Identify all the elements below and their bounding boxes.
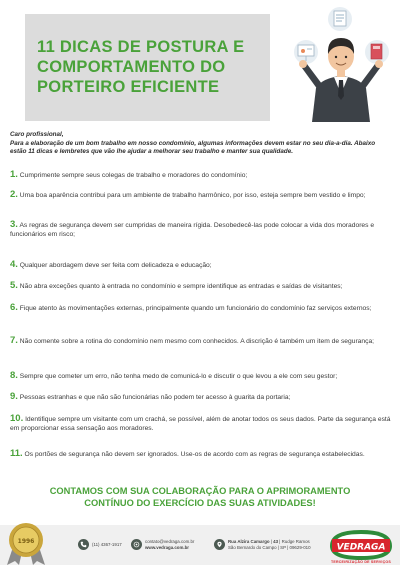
tip-number: 9.: [10, 391, 18, 402]
phone-icon: [78, 539, 89, 550]
tip-number: 2.: [10, 189, 18, 200]
tip-item: [10, 304, 392, 314]
title-line-3: PORTEIRO EFICIENTE: [37, 78, 220, 96]
tip-number: 5.: [10, 280, 18, 291]
tip-text: Não comente sobre a rotina do condomínio nem mesmo com conhecidos. A discrição é também um item de segurança;: [19, 338, 375, 345]
location-pin-icon: [214, 539, 225, 550]
footer: [0, 520, 400, 565]
book-icon: [365, 40, 389, 64]
title-line-2: COMPORTAMENTO DO: [37, 58, 226, 76]
tip-number: 6.: [10, 302, 18, 313]
tip-item: [10, 282, 392, 292]
tip-item: [10, 337, 392, 347]
at-sign-icon: [131, 539, 142, 550]
closing-line-1: CONTAMOS COM SUA COLABORAÇÃO PARA O APRIMORAMENTO: [49, 486, 351, 496]
tip-text: Os portões de segurança não devem ser ignorados. Use-os de acordo com as regras de segurança estabelecidas.: [24, 451, 365, 458]
tip-text: Qualquer abordagem deve ser feita com delicadeza e educação;: [19, 262, 212, 269]
address-street: Rua Alzira Camargo: [228, 539, 270, 545]
contact-phone: [78, 539, 122, 550]
address-number: 43: [273, 539, 279, 545]
tip-number: 7.: [10, 335, 18, 346]
closing-message: [20, 485, 380, 509]
tip-item: [10, 171, 392, 181]
contact-web: [131, 539, 194, 550]
logo-text: VEDRAGA: [336, 542, 386, 553]
closing-line-2: CONTÍNUO DO EXERCÍCIO DAS SUAS ATIVIDADES!: [84, 498, 316, 508]
address-state: SP: [280, 544, 286, 550]
tip-text: Não abra exceções quanto à entrada no condomínio e sempre identifique as entradas e saídas de visitantes;: [19, 283, 343, 290]
tip-item: [10, 393, 392, 403]
seal-year: 1996: [17, 538, 35, 545]
intro-greeting: Caro profissional,: [10, 131, 64, 138]
intro-text: [10, 131, 390, 157]
tip-item: [10, 415, 392, 433]
page-title: [37, 37, 267, 97]
logo-subtitle: TERCEIRIZAÇÃO DE SERVIÇOS: [330, 560, 392, 564]
tip-number: 3.: [10, 219, 18, 230]
document-icon: [328, 7, 352, 31]
vedraga-logo: [326, 526, 396, 564]
address-city: São Bernardo do Campo: [228, 544, 277, 550]
quality-seal-icon: [2, 520, 50, 565]
email-link[interactable]: contato@vedraga.com.br: [145, 539, 195, 545]
tip-item: [10, 372, 392, 382]
presentation-board-icon: [294, 40, 318, 64]
address-zip: 09629-010: [289, 544, 311, 550]
tip-item: [10, 221, 392, 239]
tip-text: Uma boa aparência contribui para um ambiente de trabalho harmônico, por isso, esteja sempre bem vestido e limpo;: [19, 192, 366, 199]
tip-item: [10, 261, 392, 271]
businessman-illustration: [282, 4, 400, 124]
tip-text: Fique atento às movimentações externas, principalmente quando um funcionário do condomínio faz serviços externos;: [19, 305, 372, 312]
tip-text: Pessoas estranhas e que não são funcionárias não podem ter acesso à guarita da portaria;: [19, 394, 291, 401]
tip-text: Cumprimente sempre seus colegas de trabalho e moradores do condomínio;: [19, 172, 248, 179]
tip-number: 4.: [10, 259, 18, 270]
tip-number: 1.: [10, 169, 18, 180]
address-neighborhood: Rudge Ramos: [281, 539, 310, 545]
tip-number: 11.: [10, 448, 23, 459]
intro-body: Para a elaboração de um bom trabalho em nosso condomínio, algumas informações devem estar no seu dia-a-dia. Abaixo estão 11 dicas e lembretes que vão lhe ajudar a melhorar seu trabalho e manter sua qualidade.: [10, 139, 376, 156]
tip-text: As regras de segurança devem ser cumpridas de maneira rígida. Desobedecê-las pode colocar a vida dos moradores e funcionários em risco;: [10, 222, 375, 238]
phone-number[interactable]: (11) 4367-1917: [92, 541, 122, 547]
tip-number: 10.: [10, 413, 24, 424]
tip-text: Identifique sempre um visitante com um crachá, se possível, além de anotar todos os seus dados. Parte da segurança está em proporcionar essa sensação aos moradores.: [10, 416, 391, 432]
tip-text: Sempre que cometer um erro, não tenha medo de comunicá-lo e discutir o que levou a ele com seu gestor;: [19, 373, 338, 380]
tip-number: 8.: [10, 370, 18, 381]
tip-item: [10, 450, 392, 460]
title-line-1: 11 DICAS DE POSTURA E: [37, 38, 245, 56]
tip-item: [10, 191, 392, 201]
website-link[interactable]: www.vedraga.com.br: [145, 544, 190, 550]
contact-address: Rua Alzira Camargo | 43 | Rudge Ramos São Bernardo do Campo | SP | 09629-010: [214, 539, 311, 550]
